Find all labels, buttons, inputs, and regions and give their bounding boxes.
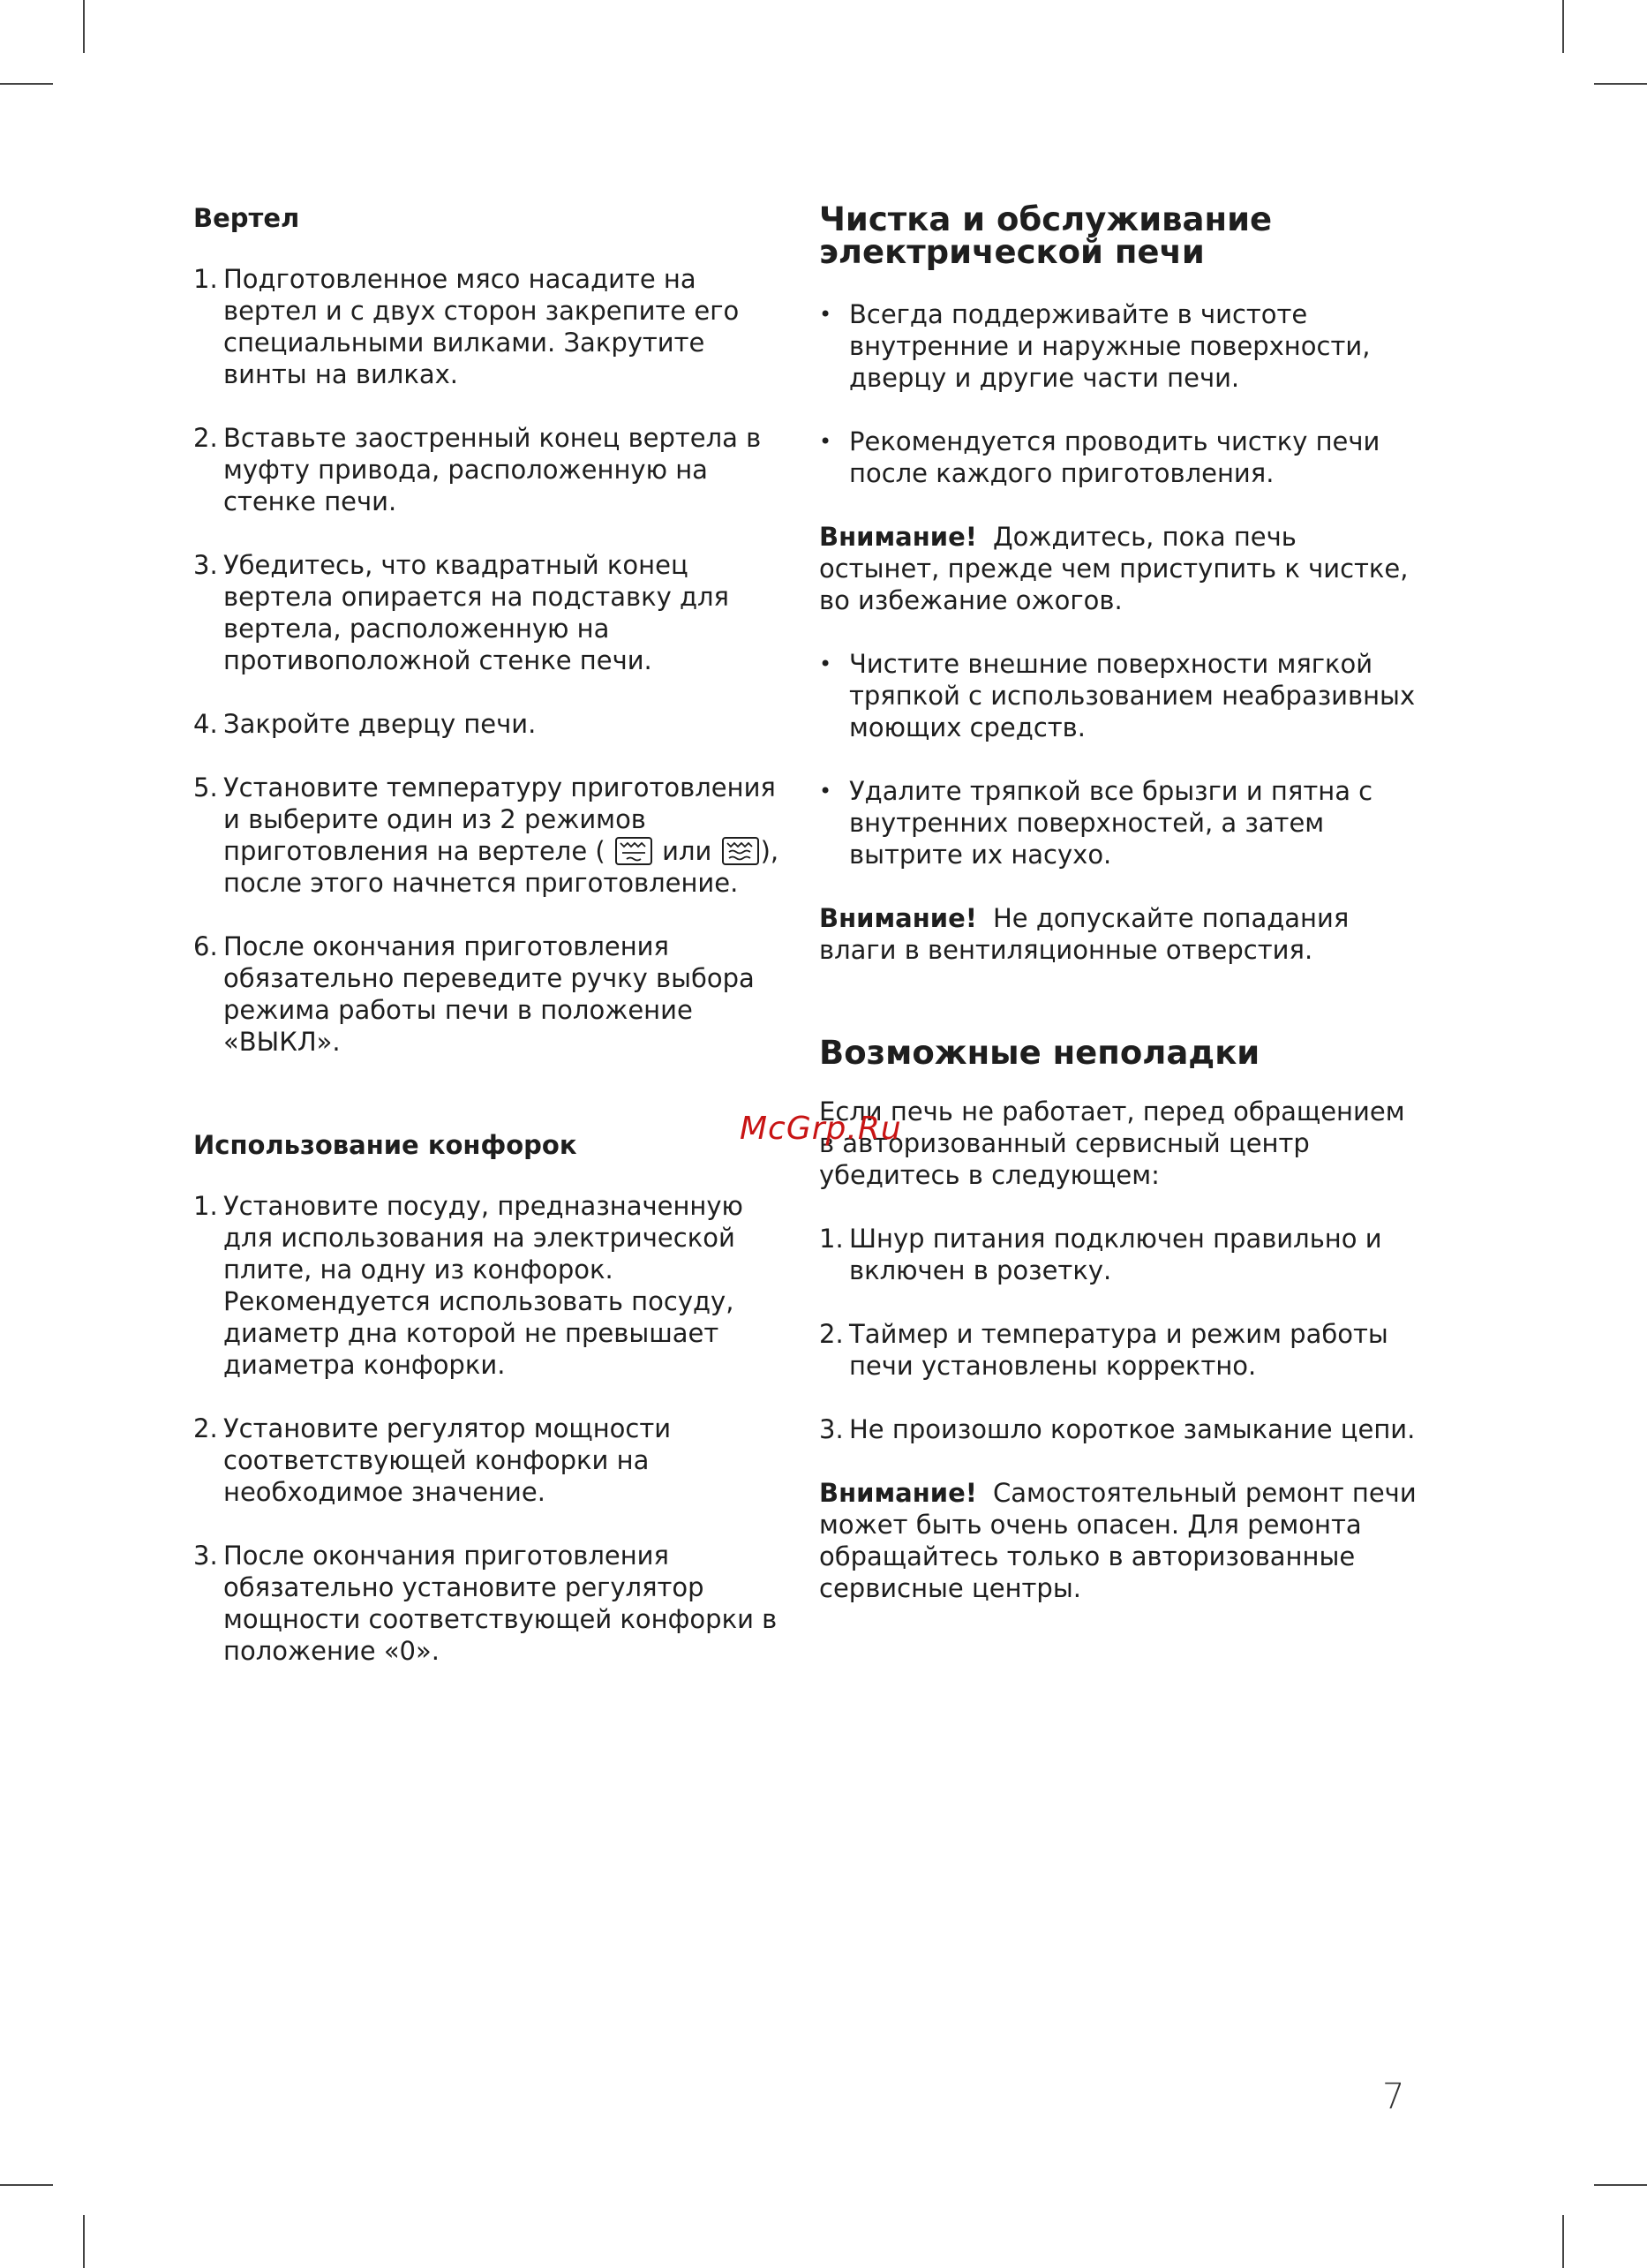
crop-mark-bottom-left-v: [83, 2215, 85, 2268]
warning-label: Внимание!: [819, 1478, 977, 1508]
spit-step: [193, 263, 786, 390]
step-text: [223, 772, 786, 899]
step-number: 3.: [193, 1541, 218, 1571]
watermark: McGrp.Ru: [740, 1111, 902, 1147]
troubleshooting-item: [819, 1223, 1419, 1286]
step-text-or: или: [662, 836, 712, 866]
step-text: Подготовленное мясо насадите на вертел и с двух сторон закрепите его специальными вилками. Закрутите винты на вилках.: [223, 264, 740, 389]
crop-mark-bottom-left-h: [0, 2184, 53, 2186]
troubleshooting-section-title: Возможные неполадки: [819, 1034, 1260, 1072]
spit-step: [193, 422, 786, 517]
item-text: Таймер и температура и режим работы печи установлены корректно.: [849, 1319, 1388, 1381]
cleaning-bullet-item: [819, 648, 1419, 743]
left-column: [193, 203, 786, 1699]
troubleshooting-item: [819, 1413, 1419, 1445]
crop-mark-top-left-v: [83, 0, 85, 53]
cleaning-bullet-item: [819, 775, 1419, 870]
rotisserie-grill-mode-icon: [615, 837, 652, 865]
cleaning-bullet-item: [819, 426, 1419, 489]
warning-text: Дождитесь, пока печь остынет, прежде чем приступить к чистке, во избежание ожогов.: [819, 522, 1409, 615]
bullet-text: Всегда поддерживайте в чистоте внутренние и наружные поверхности, дверцу и другие части печи.: [849, 299, 1371, 393]
step-text: Установите регулятор мощности соответствующей конфорки на необходимое значение.: [223, 1413, 672, 1507]
burner-step: [193, 1190, 786, 1381]
warning-label: Внимание!: [819, 903, 977, 933]
troubleshooting-item: [819, 1318, 1419, 1382]
item-number: 3.: [819, 1414, 844, 1444]
bullet-text: Рекомендуется проводить чистку печи после каждого приготовления.: [849, 426, 1380, 488]
step-number: 2.: [193, 1413, 218, 1443]
warning-note: [819, 1477, 1419, 1604]
burner-step: [193, 1540, 786, 1667]
cleaning-section-title: Чистка и обслуживание электрической печи: [819, 200, 1273, 271]
spit-step: [193, 931, 786, 1058]
crop-mark-top-left-h: [0, 83, 53, 85]
burner-step: [193, 1413, 786, 1508]
step-text: Вставьте заостренный конец вертела в муфту привода, расположенную на стенке печи.: [223, 423, 762, 516]
rotisserie-convection-mode-icon: [722, 837, 759, 865]
item-text: Шнур питания подключен правильно и включен в розетку.: [849, 1224, 1382, 1285]
warning-note: [819, 521, 1419, 616]
bullet-text: Чистите внешние поверхности мягкой тряпкой с использованием неабразивных моющих средств.: [849, 649, 1416, 742]
step-number: 6.: [193, 931, 218, 961]
step-number: 3.: [193, 550, 218, 580]
step-number: 1.: [193, 1191, 218, 1221]
step-number: 4.: [193, 709, 218, 739]
spit-step: [193, 772, 786, 899]
spit-section-title: Вертел: [193, 203, 300, 233]
cleaning-bullet-item: [819, 298, 1419, 394]
step-number: 2.: [193, 423, 218, 453]
warning-note: [819, 902, 1419, 966]
crop-mark-bottom-right-v: [1562, 2215, 1564, 2268]
bullet: •: [819, 779, 832, 803]
bullet: •: [819, 429, 832, 454]
spit-step: [193, 708, 786, 740]
warning-label: Внимание!: [819, 522, 977, 552]
step-text: Установите посуду, предназначенную для использования на электрической плите, на одну из конфорок. Рекомендуется использовать посуду, диаметр дна которой не превышает диаметра конфорки.: [223, 1191, 743, 1380]
burners-section-title: Использование конфорок: [193, 1130, 577, 1160]
step-text-part-b: ), после этого начнется приготовление.: [223, 836, 779, 898]
step-text: Убедитесь, что квадратный конец вертела опирается на подставку для вертела, расположенную на противоположной стенке печи.: [223, 550, 730, 675]
troubleshooting-intro: Если печь не работает, перед обращением в авторизованный сервисный центр убедитесь в следующем:: [819, 1096, 1405, 1190]
step-number: 5.: [193, 772, 218, 802]
step-text: После окончания приготовления обязательно установите регулятор мощности соответствующей конфорки в положение «0».: [223, 1541, 778, 1666]
crop-mark-top-right-h: [1594, 83, 1647, 85]
item-text: Не произошло короткое замыкание цепи.: [849, 1414, 1416, 1444]
bullet: •: [819, 652, 832, 676]
bullet: •: [819, 302, 832, 327]
right-column: [819, 200, 1419, 1636]
page-number: 7: [1382, 2076, 1405, 2117]
crop-mark-bottom-right-h: [1594, 2184, 1647, 2186]
spit-step: [193, 549, 786, 676]
bullet-text: Удалите тряпкой все брызги и пятна с внутренних поверхностей, а затем вытрите их насухо.: [849, 776, 1373, 870]
warning-text: Самостоятельный ремонт печи может быть очень опасен. Для ремонта обращайтесь только в авторизованные сервисные центры.: [819, 1478, 1417, 1603]
crop-mark-top-right-v: [1562, 0, 1564, 53]
step-text-part-a: Установите температуру приготовления и выберите один из 2 режимов приготовления на вертеле (: [223, 772, 776, 866]
warning-text: Не допускайте попадания влаги в вентиляционные отверстия.: [819, 903, 1350, 965]
step-text: После окончания приготовления обязательно переведите ручку выбора режима работы печи в положение «ВЫКЛ».: [223, 931, 755, 1057]
step-number: 1.: [193, 264, 218, 294]
step-text: Закройте дверцу печи.: [223, 709, 537, 739]
item-number: 2.: [819, 1319, 844, 1349]
item-number: 1.: [819, 1224, 844, 1254]
